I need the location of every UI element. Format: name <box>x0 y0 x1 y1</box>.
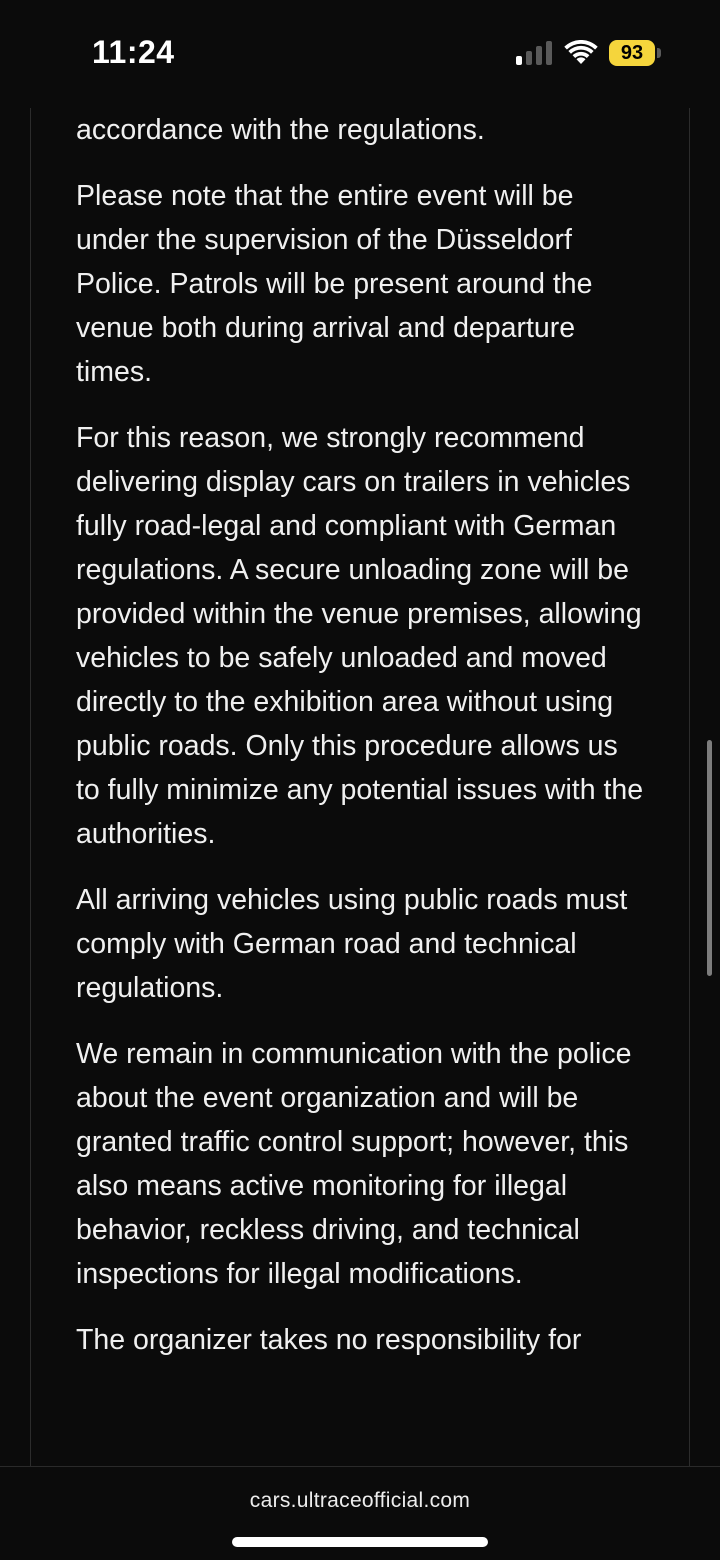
scrollbar-thumb[interactable] <box>707 740 712 976</box>
browser-bottom-bar <box>0 1466 720 1560</box>
article-paragraph: We remain in communication with the police about the event organization and will be granted traffic control support; however, this also means active monitoring for illegal behavior, reckless driving, and technical inspections for illegal modifications. <box>76 1038 632 1290</box>
article-body <box>76 108 646 1384</box>
cellular-signal-icon <box>516 41 552 65</box>
url-address-bar[interactable]: cars.ultraceofficial.com <box>249 1489 471 1512</box>
status-bar <box>0 0 720 104</box>
battery-tip-icon <box>657 48 661 58</box>
battery-indicator: 93 <box>609 40 655 66</box>
article-paragraph: Please note that the entire event will be under the supervision of the Düsseldorf Police. Patrols will be present around the venue both during arrival and departure times. <box>76 180 593 388</box>
article-paragraph: All arriving vehicles using public roads must comply with German road and technical regulations. <box>76 884 628 1004</box>
article-paragraph: The organizer takes no responsibility for <box>76 1324 582 1356</box>
wifi-icon <box>564 40 598 66</box>
article-paragraph: For this reason, we strongly recommend delivering display cars on trailers in vehicles fully road-legal and compliant with German regulations. A secure unloading zone will be provided within the venue premises, allowing vehicles to be safely unloaded and moved directly to the exhibition area without using public roads. Only this procedure allows us to fully minimize any potential issues with the authorities. <box>76 422 644 850</box>
status-time: 11:24 <box>92 34 175 70</box>
article-paragraph: accordance with the regulations. <box>76 114 485 146</box>
home-indicator[interactable] <box>232 1537 488 1547</box>
